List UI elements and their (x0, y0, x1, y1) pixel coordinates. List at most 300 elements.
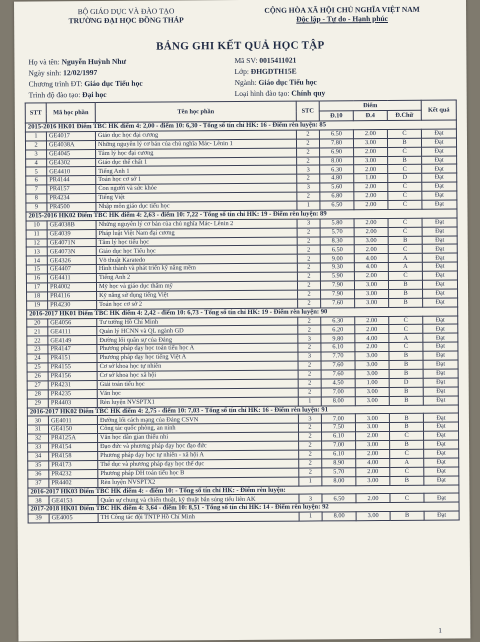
row-code: GE4045 (47, 149, 96, 158)
row-course-name: Phương pháp dạy học toán tiểu học A (97, 343, 298, 353)
row-stt: 17 (26, 283, 47, 292)
row-code: PR4173 (49, 460, 98, 469)
row-score-10: 8.00 (320, 156, 354, 165)
row-credits: 1 (298, 397, 321, 406)
row-score-10: 7.60 (321, 299, 355, 308)
row-stt: 11 (26, 230, 47, 239)
student-name: Nguyễn Huỳnh Như (61, 56, 127, 67)
student-class: ĐHGDTH15E (250, 66, 297, 76)
row-stt: 38 (28, 496, 49, 505)
row-score-10: 5.70 (322, 467, 356, 476)
row-stt: 5 (26, 167, 47, 176)
row-code: GE4150 (48, 425, 97, 434)
row-course-name: Quản lý HCNN và QL ngành GD (97, 326, 298, 336)
row-score-4: 3.00 (355, 387, 389, 396)
student-mode-line (235, 87, 326, 99)
row-course-name: Hình thành và phát triển kỹ năng mềm (96, 263, 297, 273)
row-letter-grade: B (389, 369, 423, 378)
dob-label: Ngày sinh: (28, 68, 62, 78)
row-score-10: 5.70 (320, 227, 354, 236)
name-label: Họ và tên: (28, 57, 60, 67)
row-letter-grade: C (390, 494, 424, 503)
row-stt: 18 (27, 292, 48, 301)
row-code: PR4147 (48, 345, 97, 354)
row-score-4: 2.00 (354, 183, 388, 192)
row-score-10: 6.90 (320, 147, 354, 156)
semester-summary: 2016-2017 HK01 Điểm TBC HK điểm 4: 2,42 - điểm 10: 6,73 - Tổng số tín chỉ HK: 19 - Điểm rèn luyện: 90 (27, 307, 458, 319)
row-credits: 2 (298, 388, 321, 397)
row-score-4: 2.00 (355, 325, 389, 334)
row-score-10: 6.50 (319, 130, 353, 139)
row-credits: 2 (299, 459, 322, 468)
row-score-10: 7.90 (321, 290, 355, 299)
row-letter-grade: C (390, 431, 424, 440)
row-score-4: 3.00 (355, 396, 389, 405)
row-result: Đạt (422, 164, 457, 173)
row-score-4: 2.00 (354, 272, 388, 281)
student-program-line (29, 78, 143, 90)
row-result: Đạt (422, 227, 457, 236)
row-letter-grade: C (388, 227, 422, 236)
row-code: PR4151 (48, 354, 97, 363)
major-label: Ngành: (234, 77, 257, 88)
row-stt: 31 (27, 425, 48, 434)
row-letter-grade: B (389, 298, 423, 307)
row-result: Đạt (422, 244, 457, 253)
row-code: PR4232 (49, 469, 98, 478)
row-letter-grade: B (387, 138, 421, 147)
row-score-10: 6.30 (321, 316, 355, 325)
col-score-group: Điểm (319, 100, 421, 111)
row-score-4: 3.00 (356, 512, 390, 521)
row-code: GE4410 (47, 167, 96, 176)
row-score-4: 2.00 (353, 129, 387, 138)
row-code: GE4407 (47, 265, 96, 274)
row-credits: 2 (297, 263, 320, 272)
row-course-name: Con người và sức khỏe (96, 183, 297, 193)
row-score-4: 2.00 (354, 200, 388, 209)
ministry-name: BỘ GIÁO DỤC VÀ ĐÀO TẠO (77, 6, 175, 17)
row-result: Đạt (422, 182, 457, 191)
row-credits: 2 (298, 343, 321, 352)
row-course-name: Võ thuật Karatedo (96, 254, 297, 264)
row-code: GE4056 (48, 318, 97, 327)
row-letter-grade: B (389, 387, 423, 396)
row-credits: 3 (299, 494, 322, 503)
row-credits: 3 (298, 414, 321, 423)
row-result: Đạt (424, 431, 459, 440)
row-score-4: 1.00 (354, 174, 388, 183)
row-code: PR4154 (49, 443, 98, 452)
row-score-10: 6.10 (322, 432, 356, 441)
row-score-4: 2.00 (354, 227, 388, 236)
row-code: PR4402 (49, 478, 98, 487)
row-score-10: 7.70 (321, 352, 355, 361)
row-score-10: 6.50 (320, 201, 354, 210)
row-course-name: Tư tưởng Hồ Chí Minh (97, 317, 298, 327)
row-result: Đạt (423, 422, 458, 431)
row-stt: 39 (28, 514, 49, 523)
row-credits: 1 (297, 201, 320, 210)
row-score-10: 6.50 (320, 245, 354, 254)
row-score-10: 7.00 (321, 414, 355, 423)
row-credits: 2 (298, 290, 321, 299)
row-code: GE4039 (47, 229, 96, 238)
row-result: Đạt (422, 236, 457, 245)
row-score-4: 3.00 (355, 298, 389, 307)
document-title: BẢNG GHI KẾT QUẢ HỌC TẬP (156, 39, 325, 53)
row-credits: 2 (298, 361, 321, 370)
row-course-name: Toán học cơ sở 1 (96, 174, 297, 184)
student-id: 0015411021 (259, 55, 297, 65)
level-label: Trình độ đào tạo: (28, 90, 81, 100)
col-code: Mã học phần (46, 103, 95, 123)
row-stt: 37 (28, 478, 49, 487)
page-number: 1 (438, 626, 442, 635)
row-score-10: 6.10 (322, 450, 356, 459)
row-code: PR4155 (48, 363, 97, 372)
row-result: Đạt (422, 200, 457, 209)
row-letter-grade: D (389, 378, 423, 387)
row-letter-grade: A (388, 254, 422, 263)
row-course-name: Rèn luyện NVSPTX2 (98, 477, 299, 487)
row-score-4: 3.00 (356, 441, 390, 450)
row-stt: 4 (26, 158, 47, 167)
row-score-10: 6.50 (322, 494, 356, 503)
row-stt: 9 (26, 203, 47, 212)
semester-summary: 2015-2016 HK01 Điểm TBC HK điểm 4: 2,00 - điểm 10: 6,30 - Tổng số tín chỉ HK: 16 - Điểm rèn luyện: 85 (25, 120, 456, 132)
row-code: PR4234 (47, 194, 96, 203)
row-letter-grade: C (388, 218, 422, 227)
row-score-10: 7.50 (321, 423, 355, 432)
row-score-4: 2.00 (354, 192, 388, 201)
row-course-name: Giải toán tiểu học (97, 379, 298, 389)
student-major: Giáo dục Tiểu học (258, 77, 317, 87)
row-course-name: Văn học (97, 388, 298, 398)
row-score-4: 2.00 (354, 218, 388, 227)
row-code: GE4302 (47, 158, 96, 167)
row-letter-grade: C (390, 449, 424, 458)
row-score-10: 9.80 (321, 334, 355, 343)
row-letter-grade: C (388, 245, 422, 254)
row-stt: 24 (27, 354, 48, 363)
row-code: GE4038A (46, 140, 95, 149)
row-result: Đạt (422, 280, 457, 289)
row-course-name: Rèn luyện NVSPTX1 (97, 397, 298, 407)
row-course-name: Văn học dân gian thiếu nhi (98, 432, 299, 442)
grades-body (25, 120, 459, 523)
row-result: Đạt (422, 173, 457, 182)
row-credits: 2 (297, 237, 320, 246)
row-score-4: 3.00 (355, 289, 389, 298)
row-score-10: 6.80 (320, 192, 354, 201)
row-course-name: Giáo dục thể chất 1 (96, 157, 297, 167)
row-letter-grade: B (389, 360, 423, 369)
national-motto: Độc lập - Tự do - Hạnh phúc (296, 13, 389, 24)
row-letter-grade: A (390, 458, 424, 467)
row-score-10: 5.60 (320, 183, 354, 192)
row-credits: 3 (297, 165, 320, 174)
row-code: GE4038B (47, 220, 96, 229)
row-code: PR4116 (48, 291, 97, 300)
row-course-name: Thể dục và phương pháp dạy học thể dục (98, 459, 299, 469)
semester-summary: 2016-2017 HK03 Điểm TBC HK điểm 4: - điểm 10: - Tổng số tín chỉ HK: - Điểm rèn luyện: (28, 484, 459, 496)
row-score-10: 8.00 (322, 476, 356, 485)
row-code: PR4002 (47, 283, 96, 292)
row-course-name: Quân sự chung và chiến thuật, kỹ thuật bắn súng tiểu liên AK (98, 495, 299, 505)
row-code: PR4231 (48, 380, 97, 389)
row-score-10: 8.30 (320, 236, 354, 245)
row-stt: 22 (27, 336, 48, 345)
row-course-name: Pháp luật Việt Nam đại cương (96, 228, 297, 238)
row-score-10: 8.00 (322, 512, 356, 521)
row-stt: 35 (28, 461, 49, 470)
row-credits: 2 (298, 379, 321, 388)
row-stt: 33 (28, 443, 49, 452)
row-code: GE4073N (47, 247, 96, 256)
row-credits: 1 (299, 512, 322, 521)
row-letter-grade: B (389, 423, 423, 432)
row-credits: 3 (297, 183, 320, 192)
row-code: GE4071N (47, 238, 96, 247)
row-result: Đạt (422, 218, 457, 227)
row-credits: 2 (297, 254, 320, 263)
row-score-10: 5.90 (320, 272, 354, 281)
row-result: Đạt (423, 396, 458, 405)
row-score-10: 7.60 (321, 370, 355, 379)
student-dob-line (28, 67, 142, 79)
row-score-10: 7.80 (319, 138, 353, 147)
row-score-4: 4.00 (355, 334, 389, 343)
student-name-line (28, 56, 142, 68)
row-score-10: 6.20 (321, 325, 355, 334)
row-letter-grade: C (388, 165, 422, 174)
row-letter-grade: B (390, 511, 424, 520)
row-code: GE4411 (47, 274, 96, 283)
row-credits: 2 (297, 148, 320, 157)
row-code: PR4230 (48, 300, 97, 309)
row-course-name: Phương pháp DH toán tiểu học B (98, 468, 299, 478)
row-score-4: 2.00 (356, 467, 390, 476)
student-program: Giáo dục Tiểu học (84, 78, 143, 89)
row-credits: 2 (297, 281, 320, 290)
row-result: Đạt (423, 324, 458, 333)
col-stt: STT (25, 103, 46, 123)
ministry-header (26, 6, 226, 25)
row-score-4: 3.00 (354, 236, 388, 245)
row-stt: 6 (26, 176, 47, 185)
row-result: Đạt (423, 387, 458, 396)
row-score-4: 4.00 (356, 458, 390, 467)
id-label: Mã SV: (234, 55, 258, 66)
row-result: Đạt (423, 316, 458, 325)
row-result: Đạt (424, 467, 459, 476)
row-code: PR4125A (49, 434, 98, 443)
row-result: Đạt (423, 333, 458, 342)
row-score-4: 2.00 (355, 343, 389, 352)
row-letter-grade: B (389, 396, 423, 405)
row-credits: 2 (299, 432, 322, 441)
row-course-name: Kỹ năng sử dụng tiếng Việt (97, 290, 298, 300)
row-score-4: 4.00 (354, 263, 388, 272)
row-result: Đạt (422, 191, 457, 200)
row-result: Đạt (423, 342, 458, 351)
row-result: Đạt (423, 413, 458, 422)
row-code: PR4403 (48, 398, 97, 407)
row-credits: 2 (299, 441, 322, 450)
mode-label: Loại hình đào tạo: (234, 88, 290, 99)
row-result: Đạt (424, 511, 459, 520)
row-score-4: 3.00 (355, 361, 389, 370)
row-course-name: Giáo dục học Tiểu học (96, 246, 297, 256)
student-mode: Chính quy (291, 88, 326, 98)
student-id-line (234, 54, 325, 66)
row-score-10: 6.10 (321, 343, 355, 352)
row-course-name: Mỹ học và giáo dục thẩm mỹ (96, 281, 297, 291)
row-code: PR4235 (48, 389, 97, 398)
row-stt: 1 (25, 132, 46, 141)
row-result: Đạt (423, 351, 458, 360)
row-letter-grade: B (389, 351, 423, 360)
student-dob: 12/02/1997 (63, 67, 98, 78)
row-result: Đạt (422, 253, 457, 262)
student-class-line (234, 65, 325, 77)
country-name: CỘNG HÒA XÃ HỘI CHỦ NGHĨA VIỆT NAM (264, 4, 420, 15)
row-code: PR4158 (49, 451, 98, 460)
row-code: GE4153 (49, 496, 98, 505)
row-stt: 32 (28, 434, 49, 443)
row-course-name: Tâm lý học đại cương (96, 148, 297, 158)
row-score-4: 3.00 (354, 156, 388, 165)
row-course-name: TH Công tác đội TNTP Hồ Chí Minh (98, 512, 299, 522)
col-d10: Đ.10 (319, 111, 353, 121)
row-letter-grade: C (389, 325, 423, 334)
row-letter-grade: D (388, 174, 422, 183)
row-stt: 14 (26, 256, 47, 265)
row-letter-grade: B (388, 236, 422, 245)
semester-summary: 2015-2016 HK02 Điểm TBC HK điểm 4: 2,63 - điểm 10: 7,22 - Tổng số tín chỉ HK: 19 - Điểm rèn luyện: 89 (26, 209, 457, 221)
class-label: Lớp: (234, 66, 249, 77)
row-result: Đạt (424, 493, 459, 502)
row-letter-grade: C (388, 191, 422, 200)
row-result: Đạt (423, 369, 458, 378)
row-code: GE4011 (48, 416, 97, 425)
transcript-paper (14, 0, 470, 642)
row-score-10: 4.50 (321, 379, 355, 388)
row-code: PR4500 (47, 203, 96, 212)
row-score-4: 2.00 (356, 432, 390, 441)
row-course-name: Đường lối quân sự của Đảng (97, 334, 298, 344)
row-code: GE4111 (48, 327, 97, 336)
row-score-4: 3.00 (355, 352, 389, 361)
row-letter-grade: C (388, 182, 422, 191)
row-score-4: 2.00 (356, 494, 390, 503)
row-course-name: Nhập môn giáo dục tiểu học (96, 201, 297, 211)
row-result: Đạt (421, 129, 456, 138)
row-stt: 19 (27, 301, 48, 310)
row-stt: 21 (27, 327, 48, 336)
row-course-name: Tâm lý học tiểu học (96, 237, 297, 247)
row-credits: 2 (297, 272, 320, 281)
student-level-line (29, 89, 143, 101)
row-letter-grade: B (389, 289, 423, 298)
row-code: PR4156 (48, 371, 97, 380)
row-letter-grade: C (387, 129, 421, 138)
row-score-4: 2.00 (354, 165, 388, 174)
row-score-4: 3.00 (355, 369, 389, 378)
semester-summary: 2017-2018 HK01 Điểm TBC HK điểm 4: 3,64 - điểm 10: 8,51 - Tổng số tín chỉ HK: 14 - Điểm rèn luyện: 92 (28, 502, 459, 514)
university-name: TRƯỜNG ĐẠI HỌC ĐỒNG THÁP (68, 15, 184, 26)
row-course-name: Phương pháp dạy học tự nhiên - xã hội A (98, 450, 299, 460)
row-letter-grade: B (389, 414, 423, 423)
row-result: Đạt (423, 289, 458, 298)
row-stt: 34 (28, 452, 49, 461)
student-info-right (234, 54, 325, 99)
row-stt: 27 (27, 381, 48, 390)
row-result: Đạt (422, 262, 457, 271)
row-stt: 36 (28, 470, 49, 479)
row-score-4: 3.00 (355, 414, 389, 423)
row-score-4: 2.00 (356, 449, 390, 458)
row-stt: 16 (26, 274, 47, 283)
row-result: Đạt (423, 360, 458, 369)
col-credits: STC (296, 101, 319, 121)
row-course-name: Cơ sở khoa học tự nhiên (97, 361, 298, 371)
row-score-4: 2.00 (354, 245, 388, 254)
row-credits: 2 (297, 228, 320, 237)
row-letter-grade: C (389, 316, 423, 325)
row-letter-grade: C (389, 342, 423, 351)
row-credits: 2 (297, 245, 320, 254)
col-result: Kết quả (421, 100, 456, 120)
row-credits: 1 (299, 477, 322, 486)
col-dchu: Đ.Chữ (387, 110, 421, 120)
row-letter-grade: A (389, 334, 423, 343)
row-score-4: 3.00 (355, 423, 389, 432)
row-score-10: 8.00 (321, 396, 355, 405)
row-stt: 23 (27, 345, 48, 354)
row-stt: 29 (27, 398, 48, 407)
row-score-10: 7.00 (322, 441, 356, 450)
row-stt: 2 (25, 141, 46, 150)
row-result: Đạt (424, 449, 459, 458)
row-course-name: Những nguyên lý cơ bản của chủ nghĩa Mác- Lênin 1 (95, 139, 296, 149)
student-major-line (235, 76, 326, 88)
row-result: Đạt (422, 147, 457, 156)
row-stt: 7 (26, 185, 47, 194)
row-score-10: 6.30 (320, 165, 354, 174)
row-letter-grade: B (388, 280, 422, 289)
col-name: Tên học phần (95, 101, 296, 122)
row-code: GE4017 (46, 131, 95, 140)
row-score-10: 9.30 (320, 263, 354, 272)
row-letter-grade: B (390, 476, 424, 485)
row-score-4: 3.00 (356, 476, 390, 485)
row-course-name: Công tác quốc phòng, an ninh (97, 423, 298, 433)
row-stt: 12 (26, 238, 47, 247)
row-score-4: 3.00 (353, 138, 387, 147)
row-credits: 2 (296, 139, 319, 148)
row-score-4: 4.00 (354, 254, 388, 263)
row-stt: 25 (27, 363, 48, 372)
row-credits: 2 (298, 370, 321, 379)
row-score-10: 5.80 (320, 219, 354, 228)
row-score-10: 7.00 (321, 387, 355, 396)
program-label: Chương trình ĐT: (28, 79, 83, 89)
row-score-10: 7.60 (321, 361, 355, 370)
row-code: GE4005 (49, 514, 98, 523)
row-credits: 2 (296, 130, 319, 139)
